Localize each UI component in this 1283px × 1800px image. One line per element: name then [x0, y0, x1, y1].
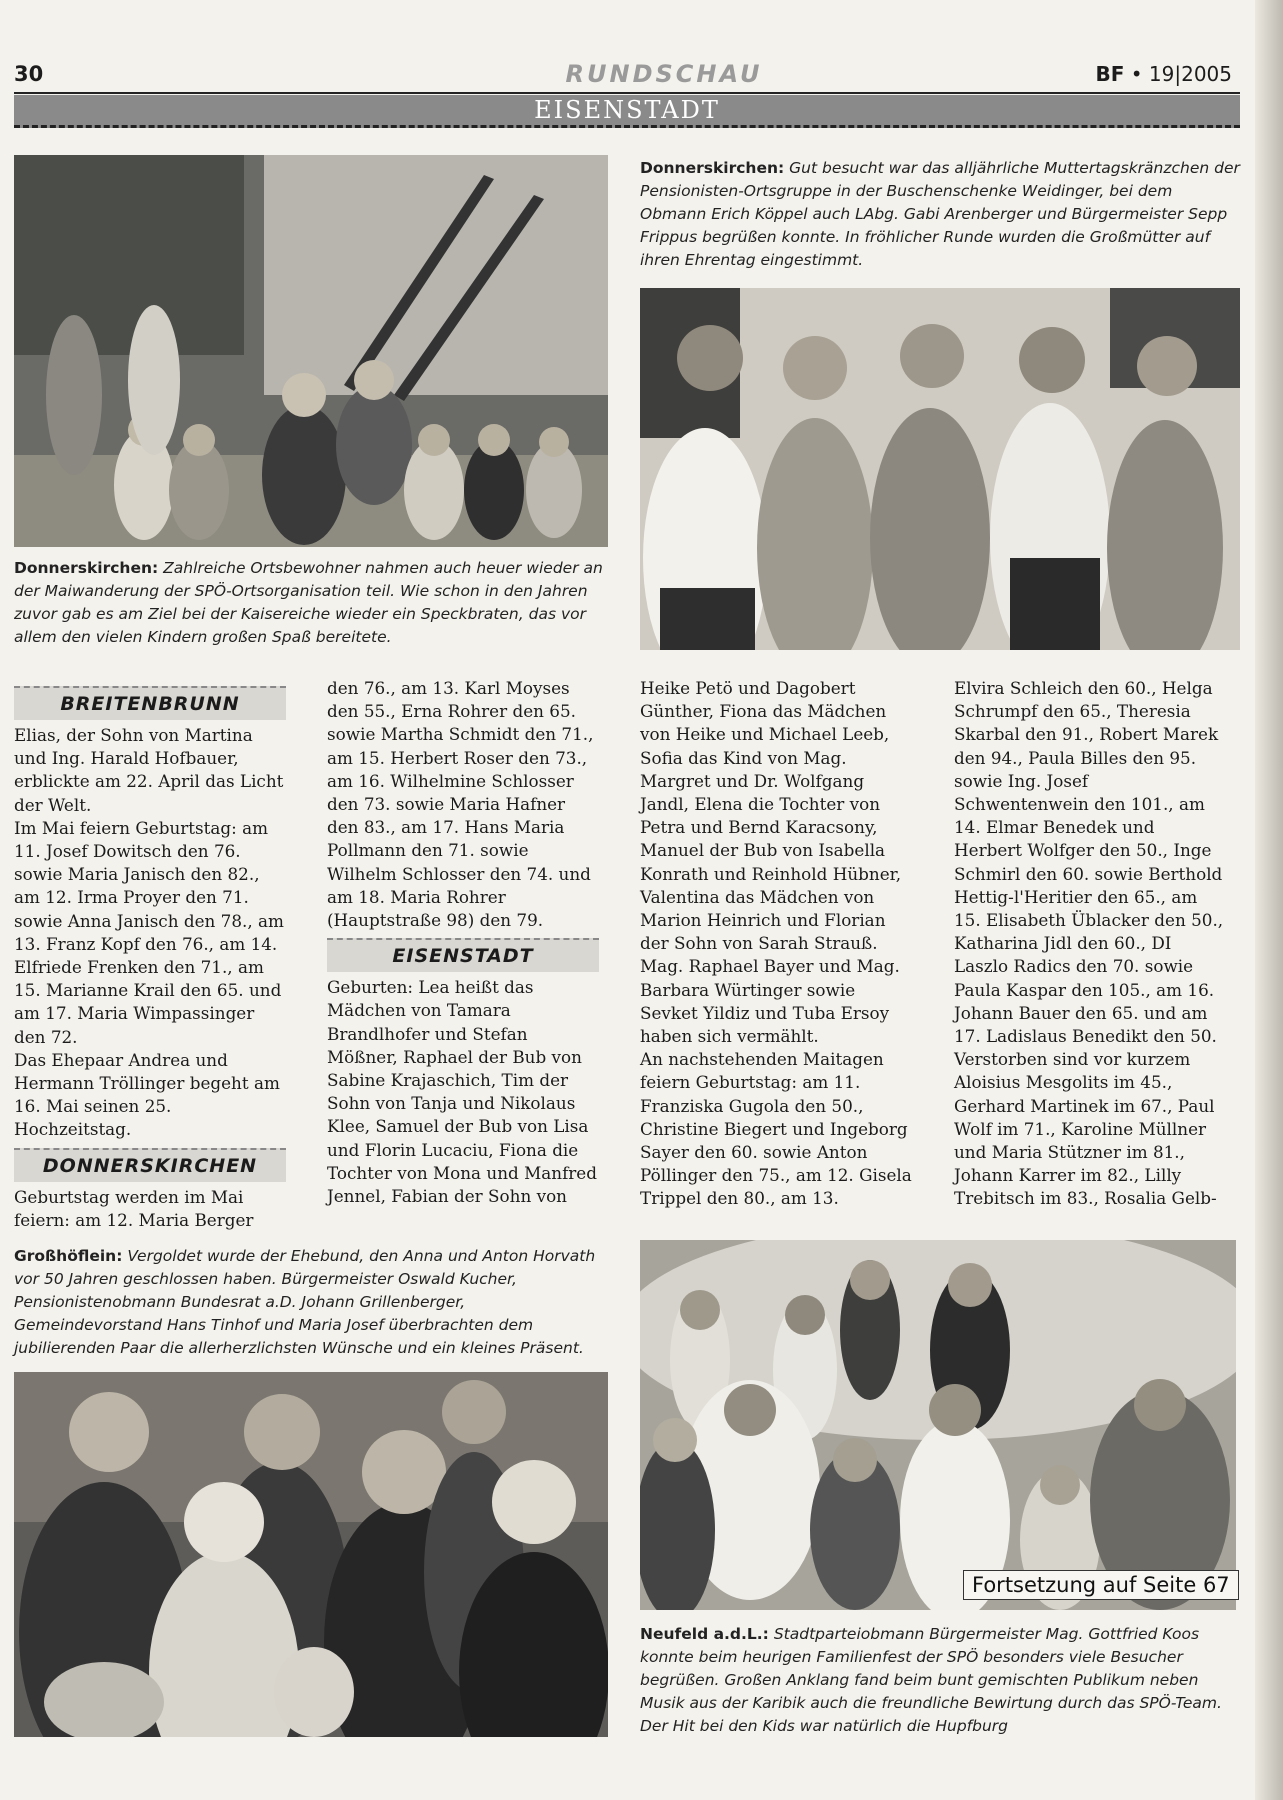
- continuation-note[interactable]: Fortsetzung auf Seite 67: [963, 1570, 1239, 1600]
- column-2: [327, 677, 599, 1208]
- caption-text: Zahlreiche Ortsbewohner nahmen auch heuer wieder an der Maiwanderung der SPÖ-Ortsorganisation teil. Wie schon in den Jahren zuvor gab es am Ziel bei der Kaisereiche wieder ein Speckbraten, das vor allem den vielen Kindern großen Spaß bereitete.: [14, 559, 603, 646]
- photo-maiwanderung: [14, 155, 608, 547]
- article-paragraph: Im Mai feiern Geburtstag: am 11. Josef Dowitsch den 76. sowie Maria Janisch den 82., am 12. Irma Proyer den 71. sowie Anna Janisch den 78., am 13. Franz Kopf den 76., am 14. Elfriede Frenken den 71., am 15. Marianne Krail den 65. und am 17. Maria Wimpassinger den 72.: [14, 817, 284, 1047]
- caption-muttertag: [640, 157, 1242, 272]
- caption-place: Großhöflein:: [14, 1247, 123, 1265]
- article-paragraph: Mag. Raphael Bayer und Mag. Barbara Würtinger sowie Sevket Yildiz und Tuba Ersoy haben sich vermählt.: [640, 956, 900, 1047]
- article-paragraph: Das Ehepaar Andrea und Hermann Tröllinger begeht am 16. Mai seinen 25. Hochzeitstag.: [14, 1049, 280, 1140]
- caption-text: Vergoldet wurde der Ehebund, den Anna und Anton Horvath vor 50 Jahren geschlossen haben. Bürgermeister Oswald Kucher, Pensionistenobmann Bundesrat a.D. Johann Grillenberger, Gemeindevorstand Hans Tinhof und Maria Josef überbrachten dem jubilierenden Paar die allerherzlichsten Wünsche und ein kleines Präsent.: [14, 1247, 596, 1357]
- heading-breitenbrunn: BREITENBRUNN: [14, 686, 286, 720]
- issue-number: 19|2005: [1148, 62, 1232, 86]
- section-title: EISENSTADT: [534, 96, 720, 124]
- article-paragraph: den 76., am 13. Karl Moyses den 55., Erna Rohrer den 65. sowie Martha Schmidt den 71., am 15. Herbert Roser den 73., am 16. Wilhelmine Schlosser den 73. sowie Maria Hafner den 83., am 17. Hans Maria Pollmann den 71. sowie Wilhelm Schlosser den 74. und am 18. Maria Rohrer (Hauptstraße 98) den 79.: [327, 678, 594, 931]
- article-paragraph: Heike Petö und Dagobert Günther, Fiona das Mädchen von Heike und Michael Leeb, Sofia das Kind von Mag. Margret und Dr. Wolfgang Jandl, Elena die Tochter von Petra und Bernd Karacsony, Manuel der Bub von Isabella Konrath und Reinhold Hübner, Valentina das Mädchen von Marion Heinrich und Florian der Sohn von Sarah Strauß.: [640, 678, 902, 954]
- issue-brand: BF: [1095, 62, 1125, 86]
- article-paragraph: Elias, der Sohn von Martina und Ing. Harald Hofbauer, erblickte am 22. April das Licht der Welt.: [14, 725, 284, 815]
- photo-neufeld: [640, 1240, 1236, 1610]
- issue-info: [1095, 62, 1232, 86]
- page-spine: [1255, 0, 1283, 1800]
- article-paragraph: Geburtstag werden im Mai feiern: am 12. Maria Berger: [14, 1186, 254, 1230]
- page-number: 30: [14, 62, 44, 86]
- article-paragraph: An nachstehenden Maitagen feiern Geburtstag: am 11. Franziska Gugola den 50., Christine Biegert und Ingeborg Sayer den 60. sowie Anton Pöllinger den 75., am 12. Gisela Trippel den 80., am 13.: [640, 1049, 912, 1209]
- article-paragraph: Elvira Schleich den 60., Helga Schrumpf den 65., Theresia Skarbal den 91., Robert Marek den 94., Paula Billes den 95. sowie Ing. Josef Schwentenwein den 101., am 14. Elmar Benedek und Herbert Wolfger den 50., Inge Schmirl den 60. sowie Berthold Hettig-l'Heritier den 65., am 15. Elisabeth Üblacker den 50., Katharina Jidl den 60., DI Laszlo Radics den 70. sowie Paula Kaspar den 105., am 16. Johann Bauer den 65. und am 17. Ladislaus Benedikt den 50.: [954, 678, 1224, 1047]
- heading-eisenstadt: EISENSTADT: [327, 938, 599, 972]
- column-1: [14, 680, 286, 1232]
- issue-separator: •: [1130, 62, 1143, 86]
- photo-grosshoeflein: [14, 1372, 608, 1737]
- header-rule: [14, 92, 1240, 94]
- heading-donnerskirchen: DONNERSKIRCHEN: [14, 1148, 286, 1182]
- caption-grosshoeflein: [14, 1245, 610, 1360]
- column-3: [640, 677, 912, 1211]
- section-bar: [14, 95, 1240, 128]
- article-paragraph: Geburten: Lea heißt das Mädchen von Tamara Brandlhofer und Stefan Mößner, Raphael der Bub von Sabine Krajaschich, Tim der Sohn von Tanja und Nikolaus Klee, Samuel der Bub von Lisa und Florin Lucaciu, Fiona die Tochter von Mona und Manfred Jennel, Fabian der Sohn von: [327, 977, 597, 1207]
- article-paragraph: Verstorben sind vor kurzem Aloisius Mesgolits im 45., Gerhard Martinek im 67., Paul Wolf im 71., Karoline Müllner und Maria Stützner im 81., Johann Karrer im 82., Lilly Trebitsch im 83., Rosalia Gelb-: [954, 1049, 1217, 1209]
- page-header: [14, 58, 1240, 92]
- caption-text: Stadtparteiobmann Bürgermeister Mag. Gottfried Koos konnte beim heurigen Familienfest der SPÖ besonders viele Besucher begrüßen. Großen Anklang fand beim bunt gemischten Publikum neben Musik aus der Karibik auch die freundliche Bewirtung durch das SPÖ-Team. Der Hit bei den Kids war natürlich die Hupfburg: [640, 1625, 1222, 1735]
- caption-maiwanderung: [14, 557, 610, 649]
- caption-text: Gut besucht war das alljährliche Muttertagskränzchen der Pensionisten-Ortsgruppe in der Buschenschenke Weidinger, bei dem Obmann Erich Köppel auch LAbg. Gabi Arenberger und Bürgermeister Sepp Frippus begrüßen konnte. In fröhlicher Runde wurden die Großmütter auf ihren Ehrentag eingestimmt.: [640, 159, 1240, 269]
- caption-place: Donnerskirchen:: [640, 159, 785, 177]
- caption-neufeld: [640, 1623, 1242, 1738]
- column-4: [954, 677, 1226, 1211]
- caption-place: Neufeld a.d.L.:: [640, 1625, 769, 1643]
- masthead: RUNDSCHAU: [565, 60, 763, 88]
- photo-muttertag: [640, 288, 1240, 650]
- caption-place: Donnerskirchen:: [14, 559, 159, 577]
